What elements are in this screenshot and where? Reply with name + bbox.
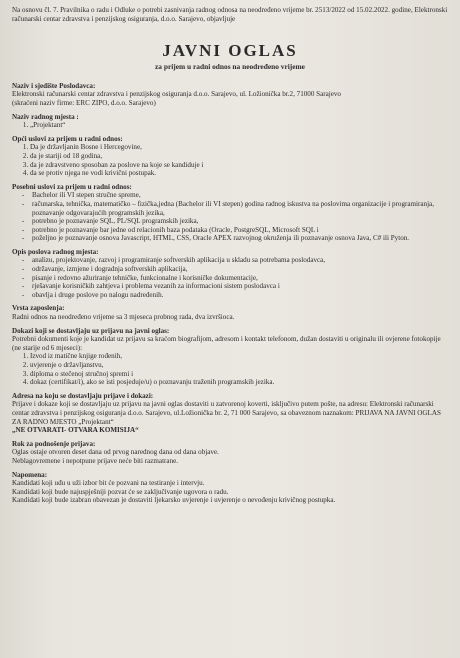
job-description-section [12, 248, 448, 300]
general-condition-item: 2. da je stariji od 18 godina, [30, 152, 448, 161]
position-item: 1. „Projektant“ [30, 121, 448, 130]
documents-section [12, 327, 448, 387]
job-duty-item: - obavlja i druge poslove po nalogu nadređenih. [22, 291, 448, 300]
general-conditions-heading: Opći uslovi za prijem u radni odnos: [12, 134, 123, 143]
document-item: 2. uvjerenje o državljanstvu, [30, 361, 448, 370]
deadline-heading: Rok za podnošenje prijava: [12, 439, 96, 448]
general-conditions-section [12, 135, 448, 178]
address-section [12, 392, 448, 435]
address-text: Prijave i dokaze koji se dostavljaju uz prijavu na javni oglas dostaviti u zatvorenoj koverti, isključivo putem pošte, na adresu: Elektronski računarski centar zdravstva i penzijskog osiguranja d.o.o. Sarajevo, ul.Ložionička br. 2, 71 000 Sarajevo, sa obaveznom naznakom: PRIJAVA NA JAVNI OGLAS ZA RADNO MJESTO „Projektant“ [12, 400, 441, 426]
page-title: JAVNI OGLAS [162, 41, 298, 61]
job-description-heading: Opis poslova radnog mjesta: [12, 247, 99, 256]
employer-line: Elektronski računarski centar zdravstva i penzijskog osiguranja d.o.o. Sarajevo, ul. Ložionička br.2, 71000 Sarajevo [12, 90, 341, 99]
document-item: 4. dokaz (certifikat/i), ako se isti posjeduje/u) o poznavanju traženih programskih jezika. [30, 378, 448, 387]
employment-type-section [12, 304, 448, 321]
special-condition-item: - Bachelor ili VI stepen stručne spreme, [22, 191, 448, 200]
note-line: Kandidati koji bude najuspješniji pozvat će se zaključivanje ugovora o radu. [12, 487, 229, 496]
employer-section [12, 82, 448, 108]
do-not-open-notice: „NE OTVARATI- OTVARA KOMISIJA“ [12, 426, 139, 435]
document-item: 3. diploma o stečenoj stručnoj spremi i [30, 370, 448, 379]
address-heading: Adresa na koju se dostavljaju prijave i dokazi: [12, 391, 154, 400]
page-subtitle: za prijem u radni odnos na neodređeno vrijeme [155, 62, 305, 72]
job-duty-item: - održavanje, izmjene i dogradnja softverskih aplikacija, [22, 265, 448, 274]
position-heading: Naziv radnog mjesta : [12, 112, 79, 121]
documents-text: Potrebni dokumenti koje je kandidat uz prijavu sa kraćom biografijom, adresom i kontakt telefonom, dužan dostaviti u originalu ili ovjerene fotokopije (ne starije od 6 mjeseci): [12, 335, 441, 352]
job-duty-item: - pisanje i redovno ažuriranje tehničke, funkcionalne i korisničke dokumentacije, [22, 274, 448, 283]
general-condition-item: 1. Da je državljanin Bosne i Hercegovine, [30, 143, 448, 152]
job-duty-item: - rješavanje korisničkih zahtjeva i problema vezanih za informacioni sistem poslodavca i [22, 282, 448, 291]
employment-type-text: Radni odnos na neodređeno vrijeme sa 3 mjeseca probnog rada, dva izvršioca. [12, 313, 235, 322]
position-section [12, 113, 448, 130]
employment-type-heading: Vrsta zaposlenja: [12, 304, 65, 313]
special-condition-item: - potrebno je poznavanje SQL, PL/SQL programskih jezika, [22, 217, 448, 226]
intro-paragraph: Na osnovu čl. 7. Pravilnika o radu i Odluke o potrebi zasnivanja radnog odnosa na neodređeno vrijeme br. 2513/2022 od 15.02.2022. godine, Elektronski računarski centar zdravstva i penzijskog osiguranja, d.o.o. Sarajevo, objavljuje [12, 6, 448, 23]
document-item: 1. Izvod iz matične knjige rođenih, [30, 352, 448, 361]
documents-heading: Dokazi koji se dostavljaju uz prijavu na javni oglas: [12, 326, 170, 335]
employer-heading: Naziv i sjedište Poslodavca: [12, 81, 96, 90]
general-condition-item: 4. da se protiv njega ne vodi krivični postupak. [30, 169, 448, 178]
note-line: Kandidati koji bude izabran obavezan je dostaviti ljekarsko uvjerenje i uvjerenje o nevođenju krivičnog postupka. [12, 496, 336, 505]
special-conditions-section [12, 183, 448, 243]
notes-section [12, 471, 448, 505]
special-condition-item: - računarska, tehnička, matematičko – fizička,jedna (Bachelor ili VI stepen) godina radnog iskustva na poslovima organizacije i programiranja, poznavanje odgovarajućih programskih jezika, [22, 200, 448, 217]
deadline-section [12, 440, 448, 466]
special-condition-item: - poželjno je poznavanje osnova Javascript, HTML, CSS, Oracle APEX razvojnog okruženja ili poznavanje osnova Java, C# ili Pyton. [22, 234, 448, 243]
special-conditions-heading: Posebni uslovi za prijem u radni odnos: [12, 182, 132, 191]
special-condition-item: - potrebno je poznavanje bar jedne od relacionih baza podataka (Oracle, PostgreSQL, Microsoft SQL i [22, 226, 448, 235]
deadline-line: Neblagovremene i nepotpune prijave neće biti razmatrane. [12, 456, 179, 465]
general-condition-item: 3. da je zdravstveno sposoban za poslove na koje se kandiduje i [30, 161, 448, 170]
note-line: Kandidati koji uđu u uži izbor bit će pozvani na testiranje i intervju. [12, 479, 205, 488]
job-duty-item: - analizu, projektovanje, razvoj i programiranje softverskih aplikacija u skladu sa potrebama poslodavca, [22, 256, 448, 265]
notes-heading: Napomena: [12, 470, 48, 479]
employer-line: (skraćeni naziv firme: ERC ZIPO, d.o.o. Sarajevo) [12, 98, 156, 107]
deadline-line: Oglas ostaje otvoren deset dana od prvog narednog dana od dana objave. [12, 448, 219, 457]
